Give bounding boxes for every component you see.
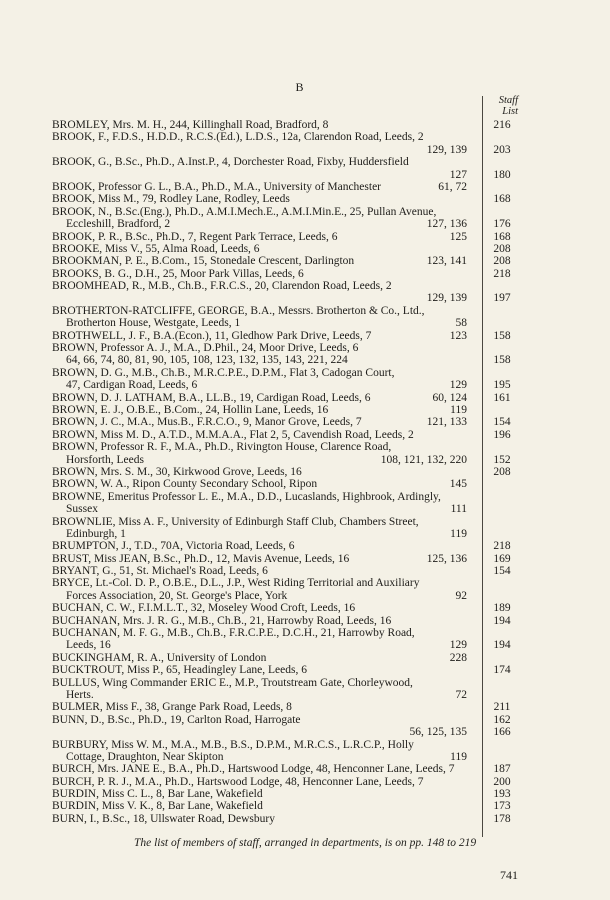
entry-name-line: [52, 119, 517, 131]
entry-name-line: [52, 206, 517, 218]
entry-name-line: [52, 367, 517, 379]
directory-entry: [52, 701, 517, 713]
entry-continuation-line: [52, 379, 517, 391]
staff-list-page: 161: [493, 391, 511, 404]
entry-name-line: [52, 305, 517, 317]
entry-name-line: [52, 714, 517, 726]
staff-list-page: 152: [493, 453, 511, 466]
staff-list-page: 187: [493, 763, 511, 776]
directory-entry: [52, 516, 517, 541]
directory-entry: [52, 255, 517, 267]
entry-name-line: [52, 441, 517, 453]
entry-text: BUNN, D., B.Sc., Ph.D., 19, Carlton Road, Harrogate: [52, 713, 301, 726]
entry-name-line: [52, 478, 517, 490]
entry-page-refs: 127, 136: [426, 218, 467, 231]
staff-list-page: 203: [493, 143, 511, 156]
entry-name-line: [52, 516, 517, 528]
entry-continuation-line: [52, 354, 517, 366]
entry-text: BROTHERTON-RATCLIFFE, GEORGE, B.A., Messrs. Brotherton & Co., Ltd.,: [52, 304, 425, 317]
entry-text: Edinburgh, 1: [66, 527, 126, 540]
directory-entry: [52, 491, 517, 516]
entry-continuation-line: [52, 317, 517, 329]
entry-text: BROWN, E. J., O.B.E., B.Com., 24, Hollin Lane, Leeds, 16: [52, 403, 329, 416]
staff-list-page: 200: [493, 775, 511, 788]
directory-entry: [52, 627, 517, 652]
entry-text: BROOK, Professor G. L., B.A., Ph.D., M.A., University of Manchester: [52, 180, 382, 193]
staff-list-page: 168: [493, 230, 511, 243]
directory-entry: [52, 800, 517, 812]
staff-list-page: 197: [493, 292, 511, 305]
entry-text: BROOKE, Miss V., 55, Alma Road, Leeds, 6: [52, 242, 260, 255]
directory-entry: [52, 466, 517, 478]
entry-text: BURN, I., B.Sc., 18, Ullswater Road, Dewsbury: [52, 812, 275, 825]
staff-list-page: 208: [493, 242, 511, 255]
entry-continuation-line: [52, 726, 517, 738]
staff-list-page: 166: [493, 726, 511, 739]
directory-entry: [52, 305, 517, 330]
entry-name-line: [52, 577, 517, 589]
entry-text: BROWN, Professor R. F., M.A., Ph.D., Rivington House, Clarence Road,: [52, 441, 392, 454]
entry-text: BURBURY, Miss W. M., M.A., M.B., B.S., D.P.M., M.R.C.S., L.R.C.P., Holly: [52, 738, 414, 751]
entry-continuation-line: [52, 689, 517, 701]
section-letter: B: [295, 80, 305, 94]
directory-entry: [52, 565, 517, 577]
entry-text: BRYCE, Lt.-Col. D. P., O.B.E., D.L., J.P., West Riding Territorial and Auxiliary: [52, 577, 420, 590]
entry-text: BRUMPTON, J., T.D., 70A, Victoria Road, Leeds, 6: [52, 540, 295, 553]
directory-entry: [52, 119, 517, 131]
staff-list-page: 208: [493, 465, 511, 478]
staff-list-page: 216: [493, 119, 511, 131]
entry-page-refs: 127: [449, 168, 467, 181]
entry-continuation-line: [52, 503, 517, 515]
entry-name-line: [52, 255, 517, 267]
entry-page-refs: 125, 136: [426, 552, 467, 565]
entry-name-line: [52, 540, 517, 552]
entry-name-line: [52, 739, 517, 751]
entry-text: BROOK, G., B.Sc., Ph.D., A.Inst.P., 4, Dorchester Road, Fixby, Huddersfield: [52, 156, 409, 169]
entry-page-refs: 129, 139: [426, 292, 467, 305]
entry-text: BROWN, Miss M. D., A.T.D., M.M.A.A., Flat 2, 5, Cavendish Road, Leeds, 2: [52, 428, 414, 441]
entry-continuation-line: [52, 454, 517, 466]
directory-entry: [52, 602, 517, 614]
staff-list-page: 194: [493, 639, 511, 652]
staff-list-page: 173: [493, 800, 511, 813]
directory-entry: [52, 268, 517, 280]
directory-entry: [52, 404, 517, 416]
entry-name-line: [52, 553, 517, 565]
entry-text: BROWN, D. G., M.B., Ch.B., M.R.C.P.E., D.P.M., Flat 3, Cadogan Court,: [52, 366, 395, 379]
directory-entry: [52, 478, 517, 490]
staff-list-page: 195: [493, 379, 511, 392]
entry-name-line: [52, 280, 517, 292]
directory-entry: [52, 540, 517, 552]
staff-list-page: 169: [493, 552, 511, 565]
staff-list-page: 178: [493, 812, 511, 825]
entry-page-refs: 121, 133: [426, 416, 467, 429]
staff-list-page: 158: [493, 329, 511, 342]
entry-name-line: [52, 776, 517, 788]
entry-name-line: [52, 652, 517, 664]
staff-list-page: 218: [493, 267, 511, 280]
directory-entry: [52, 131, 517, 156]
entry-text: BUCHANAN, M. F. G., M.B., Ch.B., F.R.C.P.E., D.C.H., 21, Harrowby Road,: [52, 627, 415, 640]
entry-text: BUCKTROUT, Miss P., 65, Headingley Lane, Leeds, 6: [52, 664, 307, 677]
entry-name-line: [52, 181, 517, 193]
directory-entry: [52, 280, 517, 305]
entry-name-line: [52, 701, 517, 713]
entry-continuation-line: [52, 528, 517, 540]
entry-text: BROMLEY, Mrs. M. H., 244, Killinghall Road, Bradford, 8: [52, 119, 329, 131]
entry-name-line: [52, 404, 517, 416]
entry-continuation-line: [52, 590, 517, 602]
directory-entry: [52, 813, 517, 825]
entry-text: BROOKMAN, P. E., B.Com., 15, Stonedale Crescent, Darlington: [52, 255, 355, 268]
entry-page-refs: 125: [449, 230, 467, 243]
entry-page-refs: 119: [450, 750, 467, 763]
entry-continuation-line: [52, 639, 517, 651]
entry-text: BROOK, P. R., B.Sc., Ph.D., 7, Regent Park Terrace, Leeds, 6: [52, 230, 338, 243]
directory-entry: [52, 330, 517, 342]
staff-list-page: 189: [493, 602, 511, 615]
staff-list-page: 174: [493, 664, 511, 677]
entry-continuation-line: [52, 751, 517, 763]
entry-text: BUCHANAN, Mrs. J. R. G., M.B., Ch.B., 21, Harrowby Road, Leeds, 16: [52, 614, 392, 627]
directory-entry: [52, 776, 517, 788]
entry-text: BROWN, D. J. LATHAM, B.A., LL.B., 19, Cardigan Road, Leeds, 6: [52, 391, 371, 404]
directory-entry: [52, 206, 517, 231]
entry-page-refs: 58: [455, 317, 467, 330]
directory-entry: [52, 429, 517, 441]
entry-page-refs: 129, 139: [426, 143, 467, 156]
directory-entry: [52, 156, 517, 181]
page-number: 741: [500, 868, 518, 882]
entry-page-refs: 92: [455, 589, 467, 602]
staff-list-page: 211: [493, 701, 511, 714]
entry-name-line: [52, 602, 517, 614]
entry-text: BUCHAN, C. W., F.I.M.L.T., 32, Moseley Wood Croft, Leeds, 16: [52, 602, 356, 615]
staff-list-page: 158: [493, 354, 511, 367]
entry-name-line: [52, 330, 517, 342]
entry-text: Eccleshill, Bradford, 2: [66, 218, 171, 231]
entry-name-line: [52, 131, 517, 143]
entry-text: Brotherton House, Westgate, Leeds, 1: [66, 317, 241, 330]
staff-list-page: 208: [493, 255, 511, 268]
entry-page-refs: 111: [450, 503, 467, 516]
directory-entry: [52, 193, 517, 205]
directory-entry: [52, 788, 517, 800]
entry-name-line: [52, 664, 517, 676]
entry-page-refs: 61, 72: [438, 180, 467, 193]
directory-entry: [52, 231, 517, 243]
entry-text: BRYANT, G., 51, St. Michael's Road, Leeds, 6: [52, 565, 268, 578]
entry-text: BROWNE, Emeritus Professor L. E., M.A., D.D., Lucaslands, Highbrook, Ardingly,: [52, 490, 441, 503]
entry-name-line: [52, 392, 517, 404]
entry-text: Herts.: [66, 688, 94, 701]
entry-name-line: [52, 243, 517, 255]
entry-text: Horsforth, Leeds: [66, 453, 144, 466]
entry-text: BROOK, Miss M., 79, Rodley Lane, Rodley, Leeds: [52, 193, 290, 206]
entry-continuation-line: [52, 292, 517, 304]
entry-page-refs: 228: [449, 651, 467, 664]
entry-page-refs: 123, 141: [426, 255, 467, 268]
staff-list-page: 218: [493, 540, 511, 553]
entry-text: BROWN, Professor A. J., M.A., D.Phil., 24, Moor Drive, Leeds, 6: [52, 342, 359, 355]
entry-text: 47, Cardigan Road, Leeds, 6: [66, 379, 198, 392]
entry-name-line: [52, 677, 517, 689]
entry-name-line: [52, 231, 517, 243]
entry-name-line: [52, 813, 517, 825]
entry-name-line: [52, 342, 517, 354]
entry-text: BROOKS, B. G., D.H., 25, Moor Park Villas, Leeds, 6: [52, 267, 304, 280]
entry-page-refs: 56, 125, 135: [409, 726, 467, 739]
entry-name-line: [52, 156, 517, 168]
entry-continuation-line: [52, 169, 517, 181]
entry-name-line: [52, 565, 517, 577]
entry-name-line: [52, 763, 517, 775]
entry-text: Sussex: [66, 503, 98, 516]
entry-page-refs: 145: [449, 478, 467, 491]
entry-text: BROWNLIE, Miss A. F., University of Edinburgh Staff Club, Chambers Street,: [52, 515, 419, 528]
entry-continuation-line: [52, 144, 517, 156]
entry-name-line: [52, 268, 517, 280]
directory-entry: [52, 763, 517, 775]
directory-entry: [52, 739, 517, 764]
entry-text: BRUST, Miss JEAN, B.Sc., Ph.D., 12, Mavis Avenue, Leeds, 16: [52, 552, 350, 565]
entry-text: BROTHWELL, J. F., B.A.(Econ.), 11, Gledhow Park Drive, Leeds, 7: [52, 329, 372, 342]
entry-text: Cottage, Draughton, Near Skipton: [66, 750, 224, 763]
staff-list-page: 176: [493, 218, 511, 231]
entry-name-line: [52, 416, 517, 428]
staff-list-page: 162: [493, 713, 511, 726]
entry-name-line: [52, 627, 517, 639]
entry-page-refs: 129: [449, 379, 467, 392]
entry-page-refs: 72: [455, 688, 467, 701]
staff-list-page: 193: [493, 788, 511, 801]
directory-entry: [52, 652, 517, 664]
directory-entry: [52, 342, 517, 367]
entry-text: BROWN, J. C., M.A., Mus.B., F.R.C.O., 9, Manor Grove, Leeds, 7: [52, 416, 362, 429]
footer-note: The list of members of staff, arranged in departments, is on pp. 148 to 219: [133, 837, 477, 849]
entry-page-refs: 129: [449, 639, 467, 652]
directory-entry: [52, 367, 517, 392]
directory-entry: [52, 441, 517, 466]
entry-page-refs: 60, 124: [432, 391, 467, 404]
directory-entry: [52, 577, 517, 602]
entry-text: BROWN, Mrs. S. M., 30, Kirkwood Grove, Leeds, 16: [52, 465, 302, 478]
entry-text: BROOMHEAD, R., M.B., Ch.B., F.R.C.S., 20, Clarendon Road, Leeds, 2: [52, 280, 392, 293]
entry-text: BUCKINGHAM, R. A., University of London: [52, 651, 267, 664]
staff-list-page: 168: [493, 193, 511, 206]
directory-entry: [52, 714, 517, 739]
staff-list-column-header: Staff List: [498, 95, 518, 117]
directory-entry: [52, 181, 517, 193]
entry-name-line: [52, 800, 517, 812]
entry-text: BURCH, P. R. J., M.A., Ph.D., Hartswood Lodge, 48, Henconner Lane, Leeds, 7: [52, 775, 424, 788]
entry-text: BULLUS, Wing Commander ERIC E., M.P., Troutstream Gate, Chorleywood,: [52, 676, 413, 689]
staff-list-page: 180: [493, 168, 511, 181]
directory-entry: [52, 392, 517, 404]
entry-name-line: [52, 429, 517, 441]
entry-text: BULMER, Miss F., 38, Grange Park Road, Leeds, 8: [52, 701, 292, 714]
entry-page-refs: 119: [450, 527, 467, 540]
entry-text: BURDIN, Miss V. K., 8, Bar Lane, Wakefield: [52, 800, 263, 813]
entry-name-line: [52, 466, 517, 478]
entry-text: BROOK, F., F.D.S., H.D.D., R.C.S.(Ed.), L.D.S., 12a, Clarendon Road, Leeds, 2: [52, 131, 424, 144]
entry-text: Forces Association, 20, St. George's Place, York: [66, 589, 288, 602]
directory-entry: [52, 243, 517, 255]
entry-text: BROOK, N., B.Sc.(Eng.), Ph.D., A.M.I.Mech.E., A.M.I.Min.E., 25, Pullan Avenue,: [52, 205, 437, 218]
entry-text: BURDIN, Miss C. L., 8, Bar Lane, Wakefield: [52, 788, 263, 801]
entry-text: BURCH, Mrs. JANE E., B.A., Ph.D., Hartswood Lodge, 48, Henconner Lane, Leeds, 7: [52, 763, 455, 776]
entry-page-refs: 123: [449, 329, 467, 342]
entry-name-line: [52, 491, 517, 503]
entry-name-line: [52, 615, 517, 627]
staff-list-page: 154: [493, 416, 511, 429]
staff-list-page: 194: [493, 614, 511, 627]
staff-list-page: 154: [493, 565, 511, 578]
entry-continuation-line: [52, 218, 517, 230]
entry-name-line: [52, 788, 517, 800]
directory-entry: [52, 664, 517, 676]
entry-list: [52, 119, 517, 825]
entry-text: 64, 66, 74, 80, 81, 90, 105, 108, 123, 132, 135, 143, 221, 224: [66, 354, 348, 367]
directory-entry: [52, 615, 517, 627]
entry-name-line: [52, 193, 517, 205]
entry-page-refs: 119: [450, 403, 467, 416]
directory-entry: [52, 553, 517, 565]
directory-entry: [52, 677, 517, 702]
staff-list-page: 196: [493, 428, 511, 441]
entry-text: BROWN, W. A., Ripon County Secondary School, Ripon: [52, 478, 318, 491]
entry-text: Leeds, 16: [66, 639, 111, 652]
entry-page-refs: 108, 121, 132, 220: [380, 453, 467, 466]
directory-entry: [52, 416, 517, 428]
